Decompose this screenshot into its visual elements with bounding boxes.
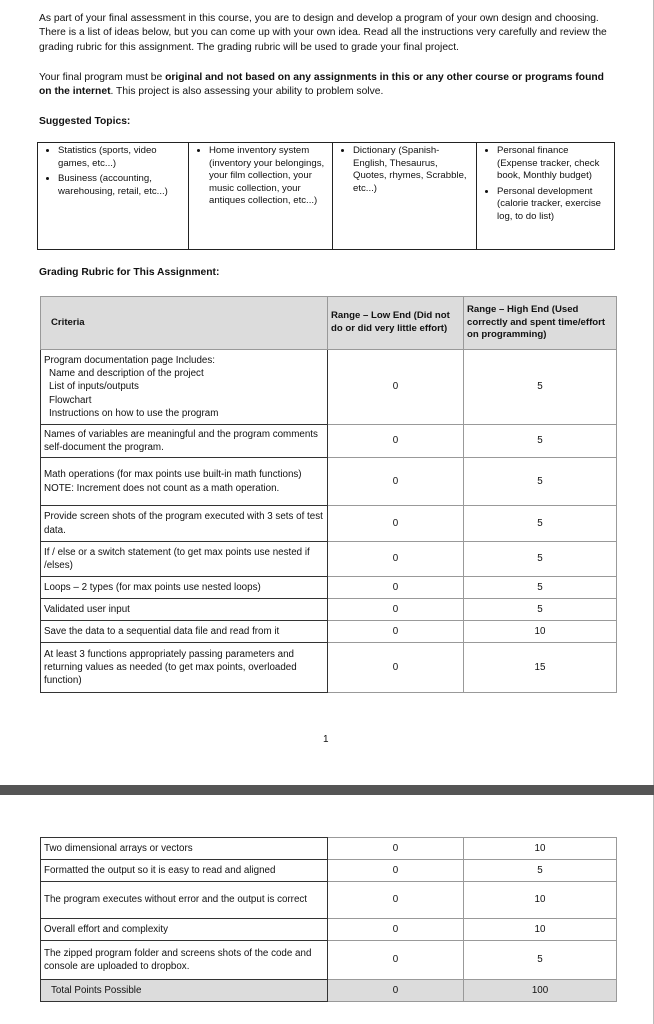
document-page-2 [0,795,654,1024]
high-value: 10 [464,838,617,860]
rubric-table-continued [40,837,617,1002]
high-value: 5 [464,506,617,542]
low-value: 0 [328,425,464,458]
suggested-topics-heading: Suggested Topics: [39,116,131,127]
high-end-header: Range – High End (Used correctly and spent time/effort on programming) [464,297,617,350]
low-value: 0 [328,506,464,542]
total-high-value: 100 [464,980,617,1002]
low-value: 0 [328,860,464,882]
high-value: 5 [464,458,617,506]
high-value: 15 [464,643,617,693]
criteria-cell: If / else or a switch statement (to get max points use nested if /elses) [41,542,328,577]
table-row [41,506,617,542]
criteria-cell: Loops – 2 types (for max points use nested loops) [41,577,328,599]
high-value: 5 [464,577,617,599]
high-value: 5 [464,599,617,621]
topic-item: • Statistics (sports, video games, etc...) [58,145,184,170]
doc-line: Name and description of the project [49,368,204,380]
rubric-table [40,296,617,693]
topics-column-1 [38,143,189,250]
criteria-cell: The program executes without error and the output is correct [41,882,328,919]
low-value: 0 [328,599,464,621]
criteria-cell: Overall effort and complexity [41,919,328,941]
criteria-cell: Validated user input [41,599,328,621]
criteria-cell: The zipped program folder and screens shots of the code and console are uploaded to dropbox. [41,941,328,980]
table-row [41,425,617,458]
topics-column-2 [189,143,333,250]
originality-text-end: . This project is also assessing your ability to problem solve. [110,86,384,98]
criteria-cell: Two dimensional arrays or vectors [41,838,328,860]
table-row [41,621,617,643]
topic-item: • Business (accounting, warehousing, retail, etc...) [58,173,184,198]
topic-item: • Home inventory system (inventory your belongings, your film collection, your music collection, your antiques collection, etc...) [209,145,328,208]
low-value: 0 [328,350,464,425]
originality-text-bold: original and not based on any assignments in this or any other course or programs found on the internet [39,72,604,98]
table-row [41,941,617,980]
originality-text-start: Your final program must be [39,72,166,83]
doc-line: List of inputs/outputs [49,381,139,393]
table-row [41,458,617,506]
criteria-cell: Names of variables are meaningful and the program comments self-document the program. [41,425,328,458]
intro-paragraph: As part of your final assessment in this course, you are to design and develop a program of your own design and choosing. There is a list of ideas below, but you can come up with your own idea. Read all the instructions very carefully and review the grading rubric for this assignment. The grading rubric will be used to grade your final project. [39,13,607,53]
criteria-cell [41,350,328,425]
originality-paragraph [39,71,619,100]
low-value: 0 [328,542,464,577]
total-low-value: 0 [328,980,464,1002]
doc-line: Instructions on how to use the program [49,407,219,419]
rubric-heading: Grading Rubric for This Assignment: [39,267,220,278]
high-value: 5 [464,425,617,458]
page-number: 1 [323,734,329,745]
table-row [41,860,617,882]
low-value: 0 [328,621,464,643]
table-row [41,542,617,577]
topic-item: • Personal development (calorie tracker, exercise log, to do list) [497,186,610,224]
topic-item: • Personal finance (Expense tracker, check book, Monthly budget) [497,145,610,183]
table-row [41,838,617,860]
high-value: 10 [464,919,617,941]
table-row [41,643,617,693]
high-value: 5 [464,941,617,980]
criteria-cell: Save the data to a sequential data file and read from it [41,621,328,643]
criteria-header: Criteria [41,297,328,350]
topic-item: • Dictionary (Spanish-English, Thesaurus, Quotes, rhymes, Scrabble, etc...) [353,145,472,195]
criteria-cell: Math operations (for max points use built-in math functions) NOTE: Increment does not count as a math operation. [41,458,328,506]
high-value: 5 [464,860,617,882]
low-value: 0 [328,882,464,919]
topics-table [37,142,615,250]
rubric-header-row [41,297,617,350]
high-value: 5 [464,350,617,425]
doc-line: Flowchart [49,394,92,406]
low-value: 0 [328,643,464,693]
high-value: 5 [464,542,617,577]
topics-column-4 [477,143,615,250]
criteria-cell: Provide screen shots of the program executed with 3 sets of test data. [41,506,328,542]
high-value: 10 [464,882,617,919]
page-break-gap [0,785,654,795]
high-value: 10 [464,621,617,643]
table-row [41,882,617,919]
low-value: 0 [328,838,464,860]
table-row [41,599,617,621]
total-label: Total Points Possible [41,980,328,1002]
criteria-cell: At least 3 functions appropriately passing parameters and returning values as needed (to get max points, overloaded function) [41,643,328,693]
table-row [41,350,617,425]
table-row [41,919,617,941]
total-row [41,980,617,1002]
doc-line: Program documentation page Includes: [44,354,216,366]
low-value: 0 [328,458,464,506]
criteria-cell: Formatted the output so it is easy to read and aligned [41,860,328,882]
low-value: 0 [328,941,464,980]
low-value: 0 [328,919,464,941]
table-row [41,577,617,599]
low-value: 0 [328,577,464,599]
low-end-header: Range – Low End (Did not do or did very little effort) [328,297,464,350]
topics-column-3 [333,143,477,250]
